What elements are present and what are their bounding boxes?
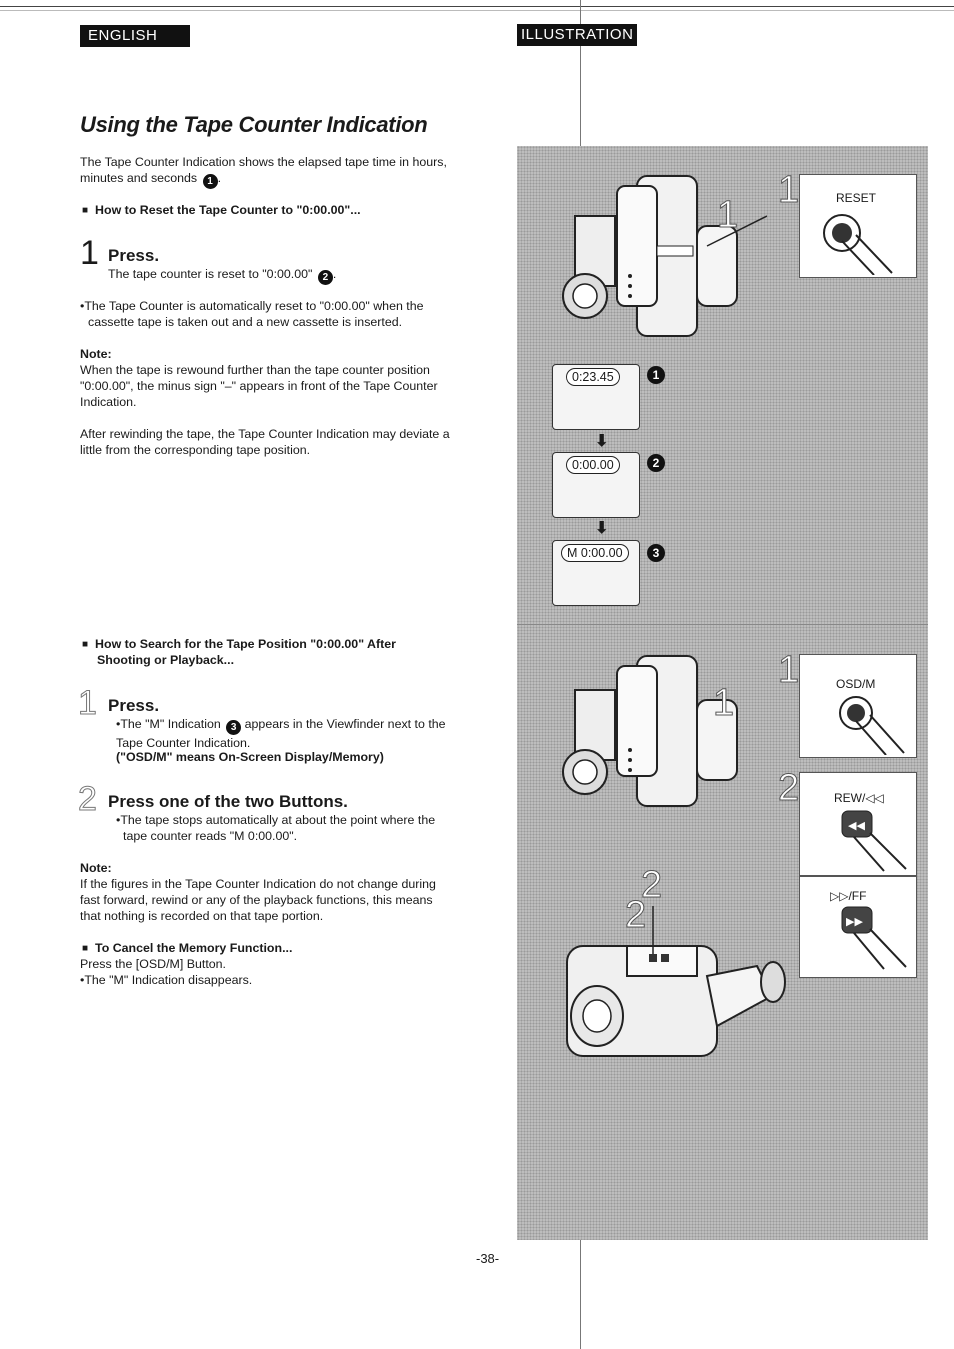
panel-divider bbox=[517, 624, 928, 625]
reset-label: RESET bbox=[836, 191, 877, 205]
ff-box-number: 2 bbox=[778, 767, 800, 809]
page-number: -38- bbox=[476, 1251, 500, 1266]
rew-button-box bbox=[778, 767, 917, 876]
display-marker-1: 1 bbox=[647, 366, 665, 384]
ff-label: ▷▷/FF bbox=[830, 889, 867, 903]
reset-box-number: 1 bbox=[778, 169, 800, 211]
cancel-bullet: •The "M" Indication disappears. bbox=[80, 973, 253, 987]
reset-button-box bbox=[778, 169, 917, 278]
step-text: The tape counter is reset to "0:00.00" bbox=[108, 267, 313, 281]
top-rule-thin bbox=[0, 10, 954, 11]
step1-bullet-pre: •The "M" Indication bbox=[116, 717, 221, 731]
rewind-button-icon bbox=[840, 809, 910, 873]
marker-3: 3 bbox=[226, 720, 241, 735]
marker-2: 2 bbox=[318, 270, 333, 285]
counter-display-1 bbox=[552, 364, 640, 430]
rew-label: REW/◁◁ bbox=[834, 791, 884, 805]
section1-heading: ■ How to Reset the Tape Counter to "0:00.00"... bbox=[82, 202, 361, 220]
counter-reading-3: M 0:00.00 bbox=[561, 544, 629, 562]
step1-bullet-line2: Tape Counter Indication. bbox=[116, 736, 251, 750]
section1-paragraph: After rewinding the tape, the Tape Counter Indication may deviate a little from the corresponding tape position. bbox=[80, 427, 450, 457]
section2-note-label: Note: bbox=[80, 861, 112, 875]
section1-bullet: •The Tape Counter is automatically reset to "0:00.00" when the cassette tape is taken out and a new cassette is inserted. bbox=[80, 299, 424, 329]
language-tag: ENGLISH bbox=[80, 25, 190, 47]
cancel-text: Press the [OSD/M] Button. bbox=[80, 957, 226, 971]
illustration-tag: ILLUSTRATION bbox=[517, 24, 637, 46]
ff-button-box bbox=[799, 876, 917, 978]
camcorder-illustration-bottom bbox=[557, 906, 787, 1066]
page-title: Using the Tape Counter Indication bbox=[80, 112, 428, 137]
step1-bullet-post: appears in the Viewfinder next to the bbox=[244, 717, 446, 731]
osd-button-box bbox=[778, 649, 917, 758]
section1-step-text: The tape counter is reset to "0:00.00" 2 . bbox=[108, 267, 337, 283]
section2-step1-bold: ("OSD/M" means On-Screen Display/Memory) bbox=[116, 750, 384, 764]
counter-reading-1: 0:23.45 bbox=[566, 368, 620, 386]
section1-note-text: When the tape is rewound further than the tape counter position "0:00.00", the minus sign "–" appears in front of the Tape Counter Indication. bbox=[80, 363, 438, 409]
section2-step1-number: 1 bbox=[78, 684, 97, 722]
intro-text: The Tape Counter Indication shows the elapsed tape time in hours, minutes and seconds bbox=[80, 155, 447, 185]
finger-press-icon bbox=[830, 695, 910, 755]
svg-text:◀◀: ◀◀ bbox=[848, 819, 865, 832]
section2-heading-line1: ■ How to Search for the Tape Position "0:00.00" After bbox=[82, 637, 396, 651]
section2-note-text: If the figures in the Tape Counter Indication do not change during fast forward, rewind or any of the playback functions, this means that nothing is recorded on that tape portion. bbox=[80, 877, 436, 923]
top-rule bbox=[0, 6, 954, 7]
display-marker-3: 3 bbox=[647, 544, 665, 562]
section2-step1-title: Press. bbox=[108, 696, 160, 715]
section1-step-title: Press. bbox=[108, 246, 160, 265]
camcorder-illustration-middle bbox=[557, 650, 757, 820]
osd-label: OSD/M bbox=[836, 677, 876, 691]
counter-display-3 bbox=[552, 540, 640, 606]
section1-note-label: Note: bbox=[80, 347, 112, 361]
section2-heading-line2: Shooting or Playback... bbox=[97, 653, 235, 667]
arrow-down-icon-2: ⬇ bbox=[595, 520, 609, 537]
display-marker-2: 2 bbox=[647, 454, 665, 472]
arrow-down-icon-1: ⬇ bbox=[595, 433, 609, 450]
marker-1: 1 bbox=[203, 174, 218, 189]
counter-display-2 bbox=[552, 452, 640, 518]
intro-paragraph: The Tape Counter Indication shows the elapsed tape time in hours, minutes and seconds 1 . bbox=[80, 155, 447, 187]
camera-callout-1-bottom: 1 bbox=[713, 682, 735, 724]
fast-forward-button-icon bbox=[840, 905, 910, 971]
camera-callout-2a: 2 bbox=[641, 864, 663, 906]
camera-callout-2b: 2 bbox=[625, 894, 647, 936]
section2-step2-title: Press one of the two Buttons. bbox=[108, 792, 348, 811]
section2-step2-number: 2 bbox=[78, 780, 97, 818]
section2-step2-bullet: •The tape stops automatically at about the point where the tape counter reads "M 0:00.00". bbox=[116, 813, 436, 843]
counter-reading-2: 0:00.00 bbox=[566, 456, 620, 474]
illustration-panel bbox=[517, 146, 928, 1240]
osd-box-number: 1 bbox=[778, 649, 800, 691]
finger-press-icon bbox=[812, 209, 902, 275]
section2-step1-bullet bbox=[116, 716, 456, 751]
camera-callout-1-top: 1 bbox=[717, 194, 739, 236]
cancel-heading: ■ To Cancel the Memory Function... bbox=[82, 940, 292, 958]
section1-step-number: 1 bbox=[80, 234, 99, 272]
svg-text:▶▶: ▶▶ bbox=[846, 915, 863, 928]
